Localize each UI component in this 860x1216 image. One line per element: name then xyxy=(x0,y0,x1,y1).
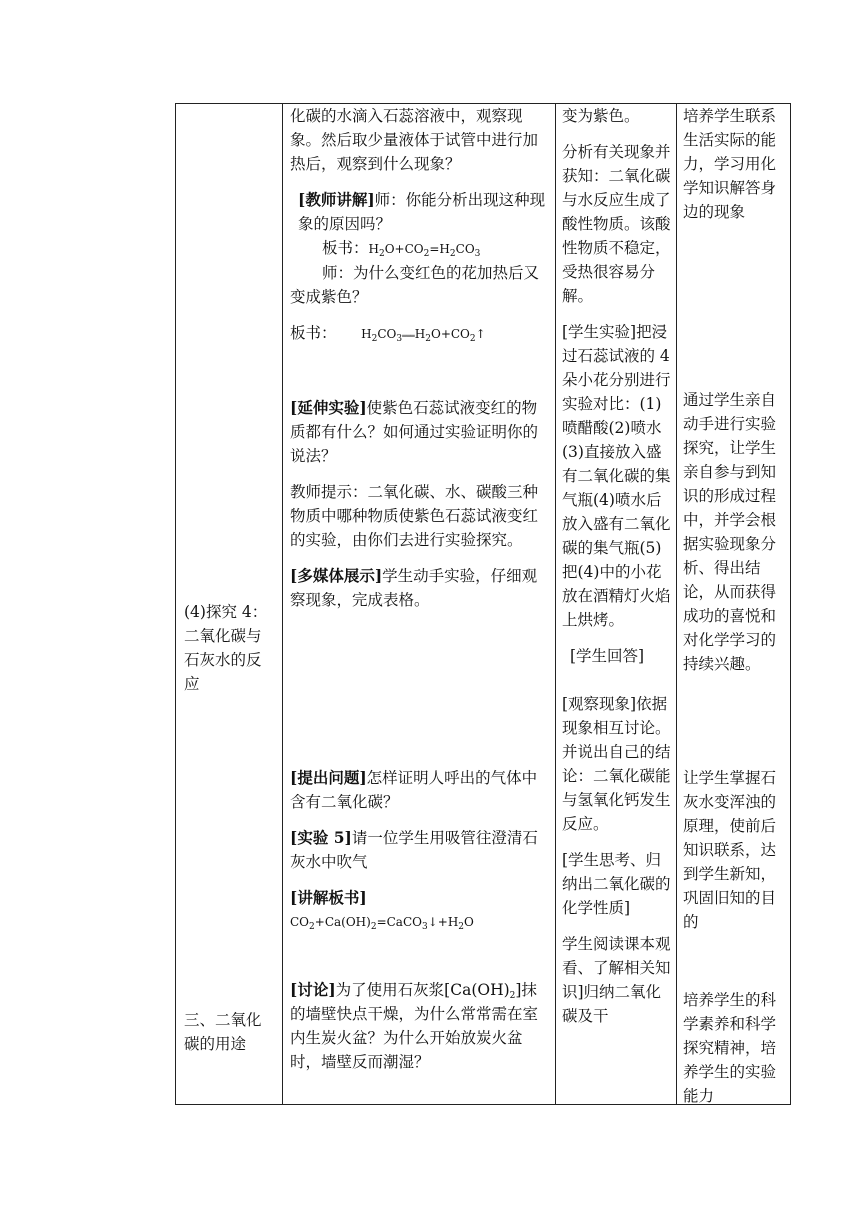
discuss-text: 为了使用石灰浆[Ca(OH) xyxy=(335,981,510,999)
exp5-text: 请一位学生用吸管往澄清石灰水中吹气 xyxy=(290,829,538,871)
media-display xyxy=(290,564,552,612)
formula-part: H xyxy=(361,327,372,341)
formula-part: =CaCO xyxy=(376,915,422,929)
discuss-text: ]抹的墙壁快点干燥，为什么常常需在室内生炭火盆？为什么开始放炭火盆时，墙壁反而潮湿？ xyxy=(290,981,539,1071)
formula-sub: 2 xyxy=(449,249,456,259)
formula-sub: 3 xyxy=(421,922,428,932)
analysis-text: 分析有关现象并获知：二氧化碳与水反应生成了酸性物质。该酸性物质不稳定，受热很容易分解。 xyxy=(562,143,671,305)
formula-sub: 2 xyxy=(309,922,315,932)
teacher-explain-tag: [教师讲解] xyxy=(298,190,375,209)
board-label: 板书： xyxy=(322,239,369,257)
board-formula-3 xyxy=(290,910,552,934)
formula-arrow: ═══ xyxy=(402,332,415,340)
formula-part: H xyxy=(368,242,379,256)
observe-text: [观察现象]依据现象相互讨论。并说出自己的结论：二氧化碳能与氢氧化钙发生反应。 xyxy=(562,695,671,833)
formula-part: CO xyxy=(455,242,475,256)
media-text: 学生动手实验，仔细观察现象，完成表格。 xyxy=(290,567,538,609)
extend-text: 使紫色石蕊试液变红的物质都有什么？如何通过实验证明你的说法？ xyxy=(290,399,539,465)
formula-part: ↓+H xyxy=(427,915,459,929)
purple-result: 变为紫色。 xyxy=(562,107,640,125)
teacher-explain xyxy=(290,188,552,236)
step-cell-explore4 xyxy=(184,600,276,696)
media-tag: [多媒体展示] xyxy=(290,566,383,585)
formula-sub: 2 xyxy=(509,991,516,1001)
lesson-table xyxy=(175,103,791,1105)
ask-tag: [提出问题] xyxy=(290,768,367,787)
formula-part: CO xyxy=(290,915,310,929)
formula-part: O xyxy=(464,915,474,929)
teacher-hint: 教师提示：二氧化碳、水、碳酸三种物质中哪种物质使紫色石蕊试液变红的实验，由你们去进行实验探究。 xyxy=(290,483,539,549)
step-section3: 三、二氧化碳的用途 xyxy=(184,1011,262,1053)
student-activity xyxy=(562,104,672,1040)
board-formula-2 xyxy=(290,321,552,348)
formula-part: CO xyxy=(377,327,397,341)
student-answer: [学生回答] xyxy=(570,647,645,665)
read-text: 学生阅读课本观看、了解相关知识]归纳二氧化碳及干 xyxy=(562,935,671,1025)
goal-1: 培养学生联系生活实际的能力，学习用化学知识解答身边的现象 xyxy=(683,107,777,221)
lecture-tag: [讲解板书] xyxy=(290,888,367,907)
think-text: [学生思考、归纳出二氧化碳的化学性质] xyxy=(562,851,671,917)
formula-sub: 2 xyxy=(423,249,430,259)
column-divider xyxy=(282,104,283,1104)
experiment-5 xyxy=(290,826,552,874)
teacher-activity xyxy=(290,104,552,624)
formula-sub: 2 xyxy=(425,334,431,344)
extend-experiment xyxy=(290,396,552,468)
teacher-question: 师：为什么变红色的花加热后又变成紫色？ xyxy=(290,264,540,306)
goal-3: 让学生掌握石灰水变浑浊的原理，使前后知识联系，达到学生新知，巩固旧知的目的 xyxy=(683,769,777,931)
formula-part: H xyxy=(414,327,426,341)
ask-text: 怎样证明人呼出的气体中含有二氧化碳？ xyxy=(290,769,538,811)
design-intent-4 xyxy=(683,988,787,1108)
formula-sub: 2 xyxy=(371,334,378,344)
board-formula-1 xyxy=(290,236,552,261)
step-cell-section3 xyxy=(184,1008,276,1056)
column-divider xyxy=(676,104,677,1104)
board-label: 板书： xyxy=(290,324,337,342)
goal-2: 通过学生亲自动手进行实验探究，让学生亲自参与到知识的形成过程中，并学会根据实验现象分析、得出结论，从而获得成功的喜悦和对化学学习的持续兴趣。 xyxy=(683,391,777,673)
formula-part: =H xyxy=(429,242,450,256)
formula-part: +Ca(OH) xyxy=(314,915,371,929)
formula-sub: 2 xyxy=(378,249,385,259)
teacher-explain-text: 师：你能分析出现这种现象的原因吗？ xyxy=(298,191,546,233)
discuss-tag: [讨论] xyxy=(290,980,336,999)
formula-sub: 2 xyxy=(458,922,465,932)
formula-sub: 3 xyxy=(396,334,403,344)
design-intent-1 xyxy=(683,104,787,224)
extend-tag: [延伸实验] xyxy=(290,398,367,417)
column-divider xyxy=(555,104,556,1104)
student-experiment: [学生实验]把浸过石蕊试液的 4 朵小花分别进行实验对比：(1)喷醋酸(2)喷水(3)直接放入盛有二氧化碳的集气瓶(4)喷水后放入盛有二氧化碳的集气瓶(5)把(4)中的小花放在酒精灯火焰上烘烤。 xyxy=(562,323,671,629)
design-intent-2 xyxy=(683,388,787,676)
formula-part: O+CO xyxy=(384,242,424,256)
formula-part: ↑ xyxy=(475,327,486,341)
teacher-activity-2 xyxy=(290,766,552,1086)
intro-text: 化碳的水滴入石蕊溶液中，观察现象。然后取少量液体于试管中进行加热后，观察到什么现象？ xyxy=(290,107,539,173)
formula-part: O+CO xyxy=(430,327,470,341)
formula-sub: 3 xyxy=(474,249,481,259)
formula-sub: 2 xyxy=(469,334,476,344)
step-explore4: (4)探究 4：二氧化碳与石灰水的反应 xyxy=(184,603,268,693)
design-intent-3 xyxy=(683,766,787,934)
exp5-tag: [实验 5] xyxy=(290,828,352,847)
goal-4: 培养学生的科学素养和科学探究精神，培养学生的实验能力 xyxy=(683,991,777,1105)
ask-question xyxy=(290,766,552,814)
discussion xyxy=(290,978,552,1074)
formula-sub: 2 xyxy=(370,922,377,932)
